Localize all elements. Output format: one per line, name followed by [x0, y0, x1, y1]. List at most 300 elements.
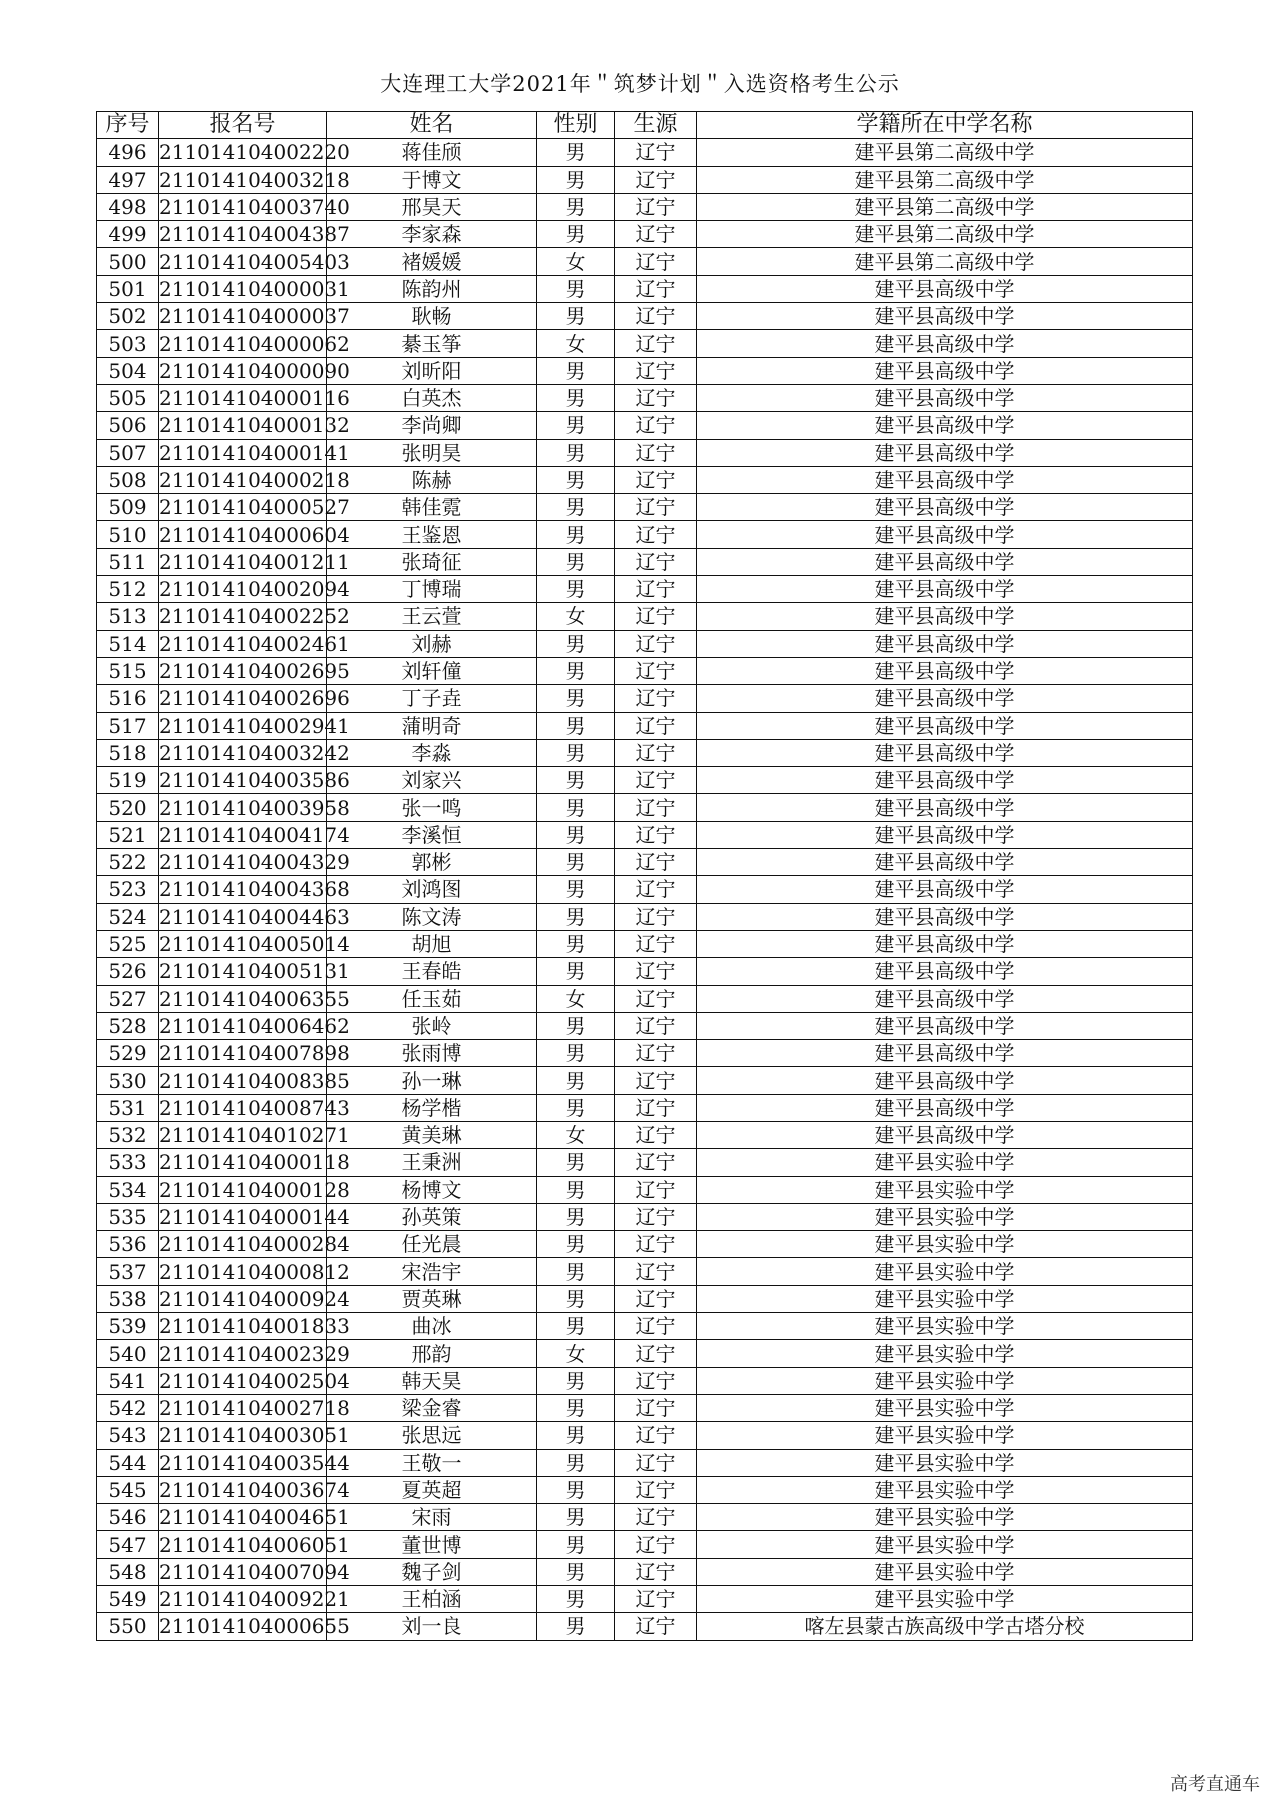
- cell-index: 548: [97, 1558, 159, 1585]
- cell-name: 蒋佳颀: [327, 139, 537, 166]
- cell-school: 建平县高级中学: [697, 630, 1193, 657]
- cell-index: 519: [97, 767, 159, 794]
- cell-gender: 男: [537, 1258, 615, 1285]
- cell-gender: 男: [537, 1176, 615, 1203]
- cell-name: 孙一琳: [327, 1067, 537, 1094]
- cell-origin: 辽宁: [615, 1367, 697, 1394]
- cell-name: 刘一良: [327, 1613, 537, 1640]
- cell-origin: 辽宁: [615, 412, 697, 439]
- cell-gender: 女: [537, 248, 615, 275]
- cell-index: 528: [97, 1012, 159, 1039]
- cell-index: 509: [97, 494, 159, 521]
- table-row: [97, 330, 1193, 357]
- table-row: [97, 139, 1193, 166]
- cell-gender: 男: [537, 139, 615, 166]
- cell-origin: 辽宁: [615, 1203, 697, 1230]
- table-row: [97, 1149, 1193, 1176]
- cell-origin: 辽宁: [615, 1258, 697, 1285]
- cell-name: 张明昊: [327, 439, 537, 466]
- cell-index: 540: [97, 1340, 159, 1367]
- cell-school: 建平县高级中学: [697, 985, 1193, 1012]
- table-row: [97, 1176, 1193, 1203]
- cell-index: 520: [97, 794, 159, 821]
- cell-school: 建平县高级中学: [697, 958, 1193, 985]
- candidate-table: [96, 111, 1193, 1641]
- cell-index: 498: [97, 193, 159, 220]
- cell-origin: 辽宁: [615, 1422, 697, 1449]
- cell-school: 建平县实验中学: [697, 1149, 1193, 1176]
- cell-gender: 男: [537, 794, 615, 821]
- cell-origin: 辽宁: [615, 1531, 697, 1558]
- cell-reg-number: 211014104003544: [159, 1450, 350, 1475]
- cell-gender: 男: [537, 1094, 615, 1121]
- cell-reg-number: 211014104002461: [159, 631, 350, 656]
- cell-gender: 男: [537, 1231, 615, 1258]
- cell-gender: 男: [537, 1476, 615, 1503]
- cell-index: 534: [97, 1176, 159, 1203]
- cell-school: 建平县高级中学: [697, 412, 1193, 439]
- cell-name: 张一鸣: [327, 794, 537, 821]
- cell-school: 建平县实验中学: [697, 1394, 1193, 1421]
- cell-gender: 男: [537, 1313, 615, 1340]
- cell-index: 538: [97, 1285, 159, 1312]
- cell-origin: 辽宁: [615, 1558, 697, 1585]
- cell-school: 建平县高级中学: [697, 303, 1193, 330]
- cell-gender: 男: [537, 630, 615, 657]
- cell-name: 梁金睿: [327, 1394, 537, 1421]
- cell-name: 邢韵: [327, 1340, 537, 1367]
- header-name: 姓名: [327, 112, 537, 139]
- cell-gender: 男: [537, 275, 615, 302]
- cell-reg-number: 211014104003051: [159, 1423, 350, 1448]
- cell-reg-number: 211014104006051: [159, 1532, 350, 1557]
- cell-school: 建平县第二高级中学: [697, 193, 1193, 220]
- cell-index: 545: [97, 1476, 159, 1503]
- cell-name: 张琦征: [327, 548, 537, 575]
- cell-school: 建平县实验中学: [697, 1476, 1193, 1503]
- cell-name: 郭彬: [327, 849, 537, 876]
- table-row: [97, 357, 1193, 384]
- header-school: 学籍所在中学名称: [697, 112, 1193, 139]
- cell-origin: 辽宁: [615, 903, 697, 930]
- cell-name: 王秉洲: [327, 1149, 537, 1176]
- cell-index: 533: [97, 1149, 159, 1176]
- cell-name: 刘赫: [327, 630, 537, 657]
- cell-school: 建平县实验中学: [697, 1203, 1193, 1230]
- cell-reg-number: 211014104004387: [159, 222, 350, 247]
- cell-index: 525: [97, 930, 159, 957]
- cell-index: 507: [97, 439, 159, 466]
- cell-school: 建平县实验中学: [697, 1586, 1193, 1613]
- cell-origin: 辽宁: [615, 357, 697, 384]
- cell-reg-number: 211014104007094: [159, 1559, 350, 1584]
- cell-origin: 辽宁: [615, 439, 697, 466]
- cell-reg-number: 211014104005131: [159, 959, 350, 984]
- cell-gender: 男: [537, 494, 615, 521]
- cell-index: 535: [97, 1203, 159, 1230]
- cell-index: 526: [97, 958, 159, 985]
- cell-index: 532: [97, 1121, 159, 1148]
- cell-index: 530: [97, 1067, 159, 1094]
- header-reg-number: 报名号: [159, 112, 327, 139]
- cell-reg-number: 211014104000527: [159, 495, 350, 520]
- cell-name: 王云萱: [327, 603, 537, 630]
- cell-school: 建平县实验中学: [697, 1558, 1193, 1585]
- cell-school: 建平县高级中学: [697, 1040, 1193, 1067]
- cell-origin: 辽宁: [615, 1285, 697, 1312]
- cell-reg-number: 211014104003242: [159, 740, 350, 765]
- cell-name: 张雨博: [327, 1040, 537, 1067]
- cell-gender: 男: [537, 821, 615, 848]
- cell-origin: 辽宁: [615, 1340, 697, 1367]
- table-row: [97, 521, 1193, 548]
- cell-reg-number: 211014104000284: [159, 1232, 350, 1257]
- cell-origin: 辽宁: [615, 1149, 697, 1176]
- cell-index: 537: [97, 1258, 159, 1285]
- table-row: [97, 876, 1193, 903]
- cell-index: 515: [97, 657, 159, 684]
- cell-reg-number: 211014104000037: [159, 304, 350, 329]
- cell-reg-number: 211014104003218: [159, 167, 350, 192]
- cell-index: 508: [97, 466, 159, 493]
- cell-reg-number: 211014104000144: [159, 1205, 350, 1230]
- cell-name: 宋浩宇: [327, 1258, 537, 1285]
- table-row: [97, 1231, 1193, 1258]
- cell-origin: 辽宁: [615, 930, 697, 957]
- table-row: [97, 303, 1193, 330]
- table-row: [97, 1340, 1193, 1367]
- cell-school: 建平县高级中学: [697, 930, 1193, 957]
- cell-name: 黄美琳: [327, 1121, 537, 1148]
- cell-school: 建平县实验中学: [697, 1422, 1193, 1449]
- cell-gender: 男: [537, 521, 615, 548]
- cell-origin: 辽宁: [615, 849, 697, 876]
- cell-school: 建平县高级中学: [697, 876, 1193, 903]
- table-row: [97, 930, 1193, 957]
- table-row: [97, 630, 1193, 657]
- table-row: [97, 1121, 1193, 1148]
- page-title: 大连理工大学2021年＂筑梦计划＂入选资格考生公示: [380, 72, 900, 96]
- cell-gender: 男: [537, 412, 615, 439]
- cell-school: 建平县实验中学: [697, 1531, 1193, 1558]
- cell-reg-number: 211014104000090: [159, 358, 350, 383]
- cell-name: 李溪恒: [327, 821, 537, 848]
- cell-origin: 辽宁: [615, 1394, 697, 1421]
- cell-gender: 男: [537, 1040, 615, 1067]
- cell-school: 建平县高级中学: [697, 685, 1193, 712]
- cell-reg-number: 211014104004651: [159, 1505, 350, 1530]
- cell-school: 建平县实验中学: [697, 1285, 1193, 1312]
- cell-school: 建平县高级中学: [697, 849, 1193, 876]
- cell-school: 建平县高级中学: [697, 903, 1193, 930]
- cell-school: 建平县高级中学: [697, 439, 1193, 466]
- cell-index: 511: [97, 548, 159, 575]
- cell-reg-number: 211014104003740: [159, 195, 350, 220]
- cell-school: 建平县高级中学: [697, 767, 1193, 794]
- cell-index: 524: [97, 903, 159, 930]
- cell-school: 建平县高级中学: [697, 1094, 1193, 1121]
- cell-origin: 辽宁: [615, 685, 697, 712]
- table-row: [97, 1422, 1193, 1449]
- cell-gender: 男: [537, 739, 615, 766]
- cell-reg-number: 211014104001833: [159, 1314, 350, 1339]
- cell-school: 建平县第二高级中学: [697, 221, 1193, 248]
- cell-reg-number: 211014104000132: [159, 413, 350, 438]
- table-row: [97, 985, 1193, 1012]
- table-row: [97, 821, 1193, 848]
- cell-name: 刘家兴: [327, 767, 537, 794]
- cell-name: 魏子剑: [327, 1558, 537, 1585]
- table-row: [97, 1394, 1193, 1421]
- table-row: [97, 767, 1193, 794]
- cell-name: 杨博文: [327, 1176, 537, 1203]
- table-row: [97, 1012, 1193, 1039]
- table-row: [97, 248, 1193, 275]
- cell-origin: 辽宁: [615, 1313, 697, 1340]
- table-row: [97, 1067, 1193, 1094]
- cell-name: 蒲明奇: [327, 712, 537, 739]
- cell-name: 李家森: [327, 221, 537, 248]
- table-row: [97, 466, 1193, 493]
- cell-gender: 男: [537, 466, 615, 493]
- cell-name: 陈文涛: [327, 903, 537, 930]
- cell-gender: 男: [537, 712, 615, 739]
- header-gender: 性别: [537, 112, 615, 139]
- cell-reg-number: 211014104000604: [159, 522, 350, 547]
- cell-origin: 辽宁: [615, 821, 697, 848]
- header-index: 序号: [97, 112, 159, 139]
- cell-school: 建平县实验中学: [697, 1449, 1193, 1476]
- cell-origin: 辽宁: [615, 330, 697, 357]
- cell-gender: 男: [537, 1586, 615, 1613]
- table-row: [97, 275, 1193, 302]
- table-row: [97, 1258, 1193, 1285]
- cell-origin: 辽宁: [615, 1176, 697, 1203]
- cell-school: 建平县实验中学: [697, 1504, 1193, 1531]
- cell-reg-number: 211014104006462: [159, 1013, 350, 1038]
- cell-reg-number: 211014104006355: [159, 986, 350, 1011]
- cell-index: 501: [97, 275, 159, 302]
- cell-gender: 女: [537, 985, 615, 1012]
- cell-reg-number: 211014104002695: [159, 659, 350, 684]
- cell-index: 512: [97, 576, 159, 603]
- cell-school: 建平县高级中学: [697, 1012, 1193, 1039]
- cell-name: 于博文: [327, 166, 537, 193]
- table-row: [97, 739, 1193, 766]
- table-row: [97, 1094, 1193, 1121]
- cell-gender: 男: [537, 166, 615, 193]
- cell-school: 建平县高级中学: [697, 794, 1193, 821]
- cell-gender: 男: [537, 221, 615, 248]
- cell-gender: 男: [537, 303, 615, 330]
- cell-origin: 辽宁: [615, 1586, 697, 1613]
- cell-origin: 辽宁: [615, 1504, 697, 1531]
- cell-reg-number: 211014104000128: [159, 1177, 350, 1202]
- cell-school: 建平县高级中学: [697, 603, 1193, 630]
- cell-gender: 男: [537, 1367, 615, 1394]
- cell-index: 521: [97, 821, 159, 848]
- cell-reg-number: 211014104009221: [159, 1587, 350, 1612]
- cell-index: 547: [97, 1531, 159, 1558]
- cell-gender: 女: [537, 330, 615, 357]
- cell-origin: 辽宁: [615, 630, 697, 657]
- cell-reg-number: 211014104000655: [159, 1614, 350, 1639]
- cell-school: 喀左县蒙古族高级中学古塔分校: [697, 1613, 1193, 1640]
- cell-name: 李淼: [327, 739, 537, 766]
- cell-index: 543: [97, 1422, 159, 1449]
- cell-index: 500: [97, 248, 159, 275]
- cell-reg-number: 211014104002252: [159, 604, 350, 629]
- cell-origin: 辽宁: [615, 576, 697, 603]
- cell-index: 499: [97, 221, 159, 248]
- table-row: [97, 576, 1193, 603]
- cell-origin: 辽宁: [615, 712, 697, 739]
- cell-name: 刘鸿图: [327, 876, 537, 903]
- cell-school: 建平县高级中学: [697, 494, 1193, 521]
- cell-name: 綦玉筝: [327, 330, 537, 357]
- cell-reg-number: 211014104002718: [159, 1396, 350, 1421]
- watermark: 高考直通车: [1170, 1774, 1260, 1795]
- cell-school: 建平县实验中学: [697, 1367, 1193, 1394]
- cell-gender: 女: [537, 603, 615, 630]
- cell-name: 陈赫: [327, 466, 537, 493]
- cell-name: 贾英琳: [327, 1285, 537, 1312]
- cell-origin: 辽宁: [615, 1231, 697, 1258]
- cell-reg-number: 211014104000218: [159, 468, 350, 492]
- cell-name: 王敬一: [327, 1449, 537, 1476]
- table-row: [97, 166, 1193, 193]
- cell-index: 502: [97, 303, 159, 330]
- cell-name: 张岭: [327, 1012, 537, 1039]
- cell-index: 544: [97, 1449, 159, 1476]
- cell-name: 韩天昊: [327, 1367, 537, 1394]
- cell-gender: 男: [537, 357, 615, 384]
- cell-gender: 男: [537, 548, 615, 575]
- cell-school: 建平县高级中学: [697, 357, 1193, 384]
- cell-gender: 男: [537, 1067, 615, 1094]
- table-row: [97, 439, 1193, 466]
- cell-index: 513: [97, 603, 159, 630]
- cell-gender: 男: [537, 1613, 615, 1640]
- cell-gender: 男: [537, 1285, 615, 1312]
- cell-name: 耿畅: [327, 303, 537, 330]
- cell-name: 刘轩僮: [327, 657, 537, 684]
- cell-name: 胡旭: [327, 930, 537, 957]
- cell-origin: 辽宁: [615, 248, 697, 275]
- cell-name: 张思远: [327, 1422, 537, 1449]
- cell-reg-number: 211014104000118: [159, 1150, 350, 1175]
- cell-name: 褚媛媛: [327, 248, 537, 275]
- cell-reg-number: 211014104004174: [159, 822, 350, 847]
- header-origin: 生源: [615, 112, 697, 139]
- cell-index: 510: [97, 521, 159, 548]
- cell-gender: 男: [537, 849, 615, 876]
- cell-gender: 男: [537, 903, 615, 930]
- cell-origin: 辽宁: [615, 166, 697, 193]
- cell-school: 建平县高级中学: [697, 384, 1193, 411]
- table-row: [97, 384, 1193, 411]
- cell-school: 建平县高级中学: [697, 1121, 1193, 1148]
- cell-index: 496: [97, 139, 159, 166]
- cell-name: 孙英策: [327, 1203, 537, 1230]
- cell-name: 王鉴恩: [327, 521, 537, 548]
- cell-name: 邢昊天: [327, 193, 537, 220]
- table-row: [97, 1040, 1193, 1067]
- cell-gender: 男: [537, 1203, 615, 1230]
- cell-index: 503: [97, 330, 159, 357]
- cell-school: 建平县实验中学: [697, 1340, 1193, 1367]
- cell-reg-number: 211014104002329: [159, 1341, 350, 1366]
- cell-gender: 男: [537, 384, 615, 411]
- cell-gender: 男: [537, 1449, 615, 1476]
- table-row: [97, 903, 1193, 930]
- cell-reg-number: 211014104002941: [159, 713, 350, 738]
- cell-reg-number: 211014104008743: [159, 1095, 350, 1120]
- cell-reg-number: 211014104004463: [159, 904, 350, 929]
- cell-school: 建平县高级中学: [697, 548, 1193, 575]
- cell-reg-number: 211014104008385: [159, 1068, 350, 1093]
- cell-school: 建平县第二高级中学: [697, 166, 1193, 193]
- cell-origin: 辽宁: [615, 1613, 697, 1640]
- cell-gender: 男: [537, 1149, 615, 1176]
- cell-reg-number: 211014104004329: [159, 850, 350, 875]
- cell-reg-number: 211014104000924: [159, 1286, 350, 1311]
- cell-school: 建平县高级中学: [697, 576, 1193, 603]
- cell-origin: 辽宁: [615, 221, 697, 248]
- cell-index: 549: [97, 1586, 159, 1613]
- table-row: [97, 1367, 1193, 1394]
- cell-reg-number: 211014104005403: [159, 249, 350, 274]
- cell-origin: 辽宁: [615, 958, 697, 985]
- table-row: [97, 1203, 1193, 1230]
- cell-origin: 辽宁: [615, 1012, 697, 1039]
- cell-origin: 辽宁: [615, 985, 697, 1012]
- cell-gender: 男: [537, 193, 615, 220]
- cell-gender: 男: [537, 576, 615, 603]
- table-row: [97, 1531, 1193, 1558]
- cell-origin: 辽宁: [615, 1067, 697, 1094]
- table-header-row: [97, 112, 1193, 139]
- cell-reg-number: 211014104002094: [159, 577, 350, 602]
- cell-gender: 男: [537, 1394, 615, 1421]
- cell-origin: 辽宁: [615, 1040, 697, 1067]
- cell-school: 建平县高级中学: [697, 1067, 1193, 1094]
- cell-index: 504: [97, 357, 159, 384]
- cell-school: 建平县第二高级中学: [697, 139, 1193, 166]
- cell-gender: 男: [537, 958, 615, 985]
- cell-index: 531: [97, 1094, 159, 1121]
- cell-name: 宋雨: [327, 1504, 537, 1531]
- cell-gender: 男: [537, 1504, 615, 1531]
- cell-reg-number: 211014104000062: [159, 331, 350, 356]
- table-row: [97, 1586, 1193, 1613]
- cell-name: 董世博: [327, 1531, 537, 1558]
- cell-origin: 辽宁: [615, 794, 697, 821]
- cell-index: 523: [97, 876, 159, 903]
- table-row: [97, 794, 1193, 821]
- cell-name: 刘昕阳: [327, 357, 537, 384]
- cell-name: 白英杰: [327, 384, 537, 411]
- cell-gender: 男: [537, 1012, 615, 1039]
- cell-name: 任光晨: [327, 1231, 537, 1258]
- cell-origin: 辽宁: [615, 193, 697, 220]
- cell-gender: 男: [537, 685, 615, 712]
- cell-index: 522: [97, 849, 159, 876]
- cell-index: 550: [97, 1613, 159, 1640]
- cell-index: 514: [97, 630, 159, 657]
- cell-origin: 辽宁: [615, 739, 697, 766]
- cell-reg-number: 211014104001211: [159, 549, 350, 574]
